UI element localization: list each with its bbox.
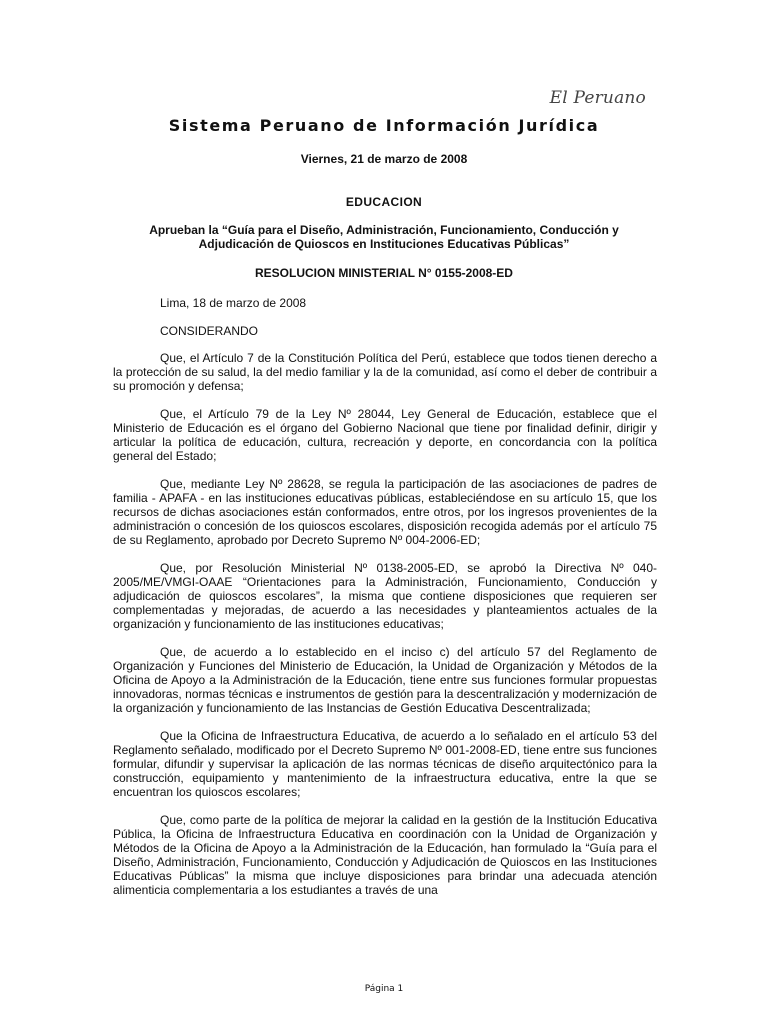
document-body (113, 351, 657, 911)
sector-heading: EDUCACION (345, 195, 423, 209)
paragraph: Que, de acuerdo a lo establecido en el inciso c) del artículo 57 del Reglamento de Organización y Funciones del Ministerio de Educación, la Unidad de Organización y Métodos de la Oficina de Apoyo a la Administración de la Educación, tiene entre sus funciones formular propuestas innovadoras, normas técnicas e instrumentos de gestión para la descentralización y modernización de la organización y funcionamiento de las Instancias de Gestión Educativa Descentralizada; (113, 645, 657, 715)
el-peruano-logo: El Peruano (549, 88, 646, 108)
paragraph: Que, el Artículo 79 de la Ley Nº 28044, Ley General de Educación, establece que el Ministerio de Educación es el órgano del Gobierno Nacional que tiene por finalidad definir, dirigir y articular la política de educación, cultura, recreación y deporte, en concordancia con la política general del Estado; (113, 407, 657, 463)
place-date: Lima, 18 de marzo de 2008 (160, 296, 307, 310)
system-title: Sistema Peruano de Información Jurídica (168, 116, 600, 135)
publication-date: Viernes, 21 de marzo de 2008 (300, 152, 468, 166)
considerando-heading: CONSIDERANDO (160, 324, 259, 338)
paragraph: Que, por Resolución Ministerial Nº 0138-2005-ED, se aprobó la Directiva Nº 040-2005/ME/VMGI-OAAE “Orientaciones para la Administración, Funcionamiento, Conducción y adjudicación de quioscos escolares”, la misma que contiene disposiciones que requieren ser complementadas y mejoradas, de acuerdo a las necesidades y planteamientos actuales de la organización y funcionamiento de las instituciones educativas; (113, 561, 657, 631)
norm-title: Aprueban la “Guía para el Diseño, Administración, Funcionamiento, Conducción y Adjudicación de Quioscos en Instituciones Educativas Públicas” (149, 223, 619, 251)
paragraph: Que, el Artículo 7 de la Constitución Política del Perú, establece que todos tienen derecho a la protección de su salud, la del medio familiar y la de la comunidad, así como el deber de contribuir a su promoción y defensa; (113, 351, 657, 393)
paragraph: Que, mediante Ley Nº 28628, se regula la participación de las asociaciones de padres de familia - APAFA - en las instituciones educativas públicas, estableciéndose en su artículo 15, que los recursos de dichas asociaciones están conformados, entre otros, por los ingresos provenientes de la administración o concesión de los quioscos escolares, disposición recogida además por el artículo 75 de su Reglamento, aprobado por Decreto Supremo Nº 004-2006-ED; (113, 477, 657, 547)
paragraph: Que la Oficina de Infraestructura Educativa, de acuerdo a lo señalado en el artículo 53 del Reglamento señalado, modificado por el Decreto Supremo Nº 001-2008-ED, tiene entre sus funciones formular, difundir y supervisar la aplicación de las normas técnicas de diseño arquitectónico para la construcción, equipamiento y mantenimiento de la infraestructura educativa, entre la que se encuentran los quioscos escolares; (113, 729, 657, 799)
paragraph: Que, como parte de la política de mejorar la calidad en la gestión de la Institución Educativa Pública, la Oficina de Infraestructura Educativa en coordinación con la Unidad de Organización y Métodos de la Oficina de Apoyo a la Administración de la Educación, han formulado la “Guía para el Diseño, Administración, Funcionamiento, Conducción y Adjudicación de Quioscos en las Instituciones Educativas Públicas” la misma que incluye disposiciones para brindar una adecuada atención alimenticia complementaria a los estudiantes a través de una (113, 813, 657, 897)
page-number: Página 1 (364, 984, 404, 994)
resolution-number: RESOLUCION MINISTERIAL N° 0155-2008-ED (255, 266, 513, 280)
